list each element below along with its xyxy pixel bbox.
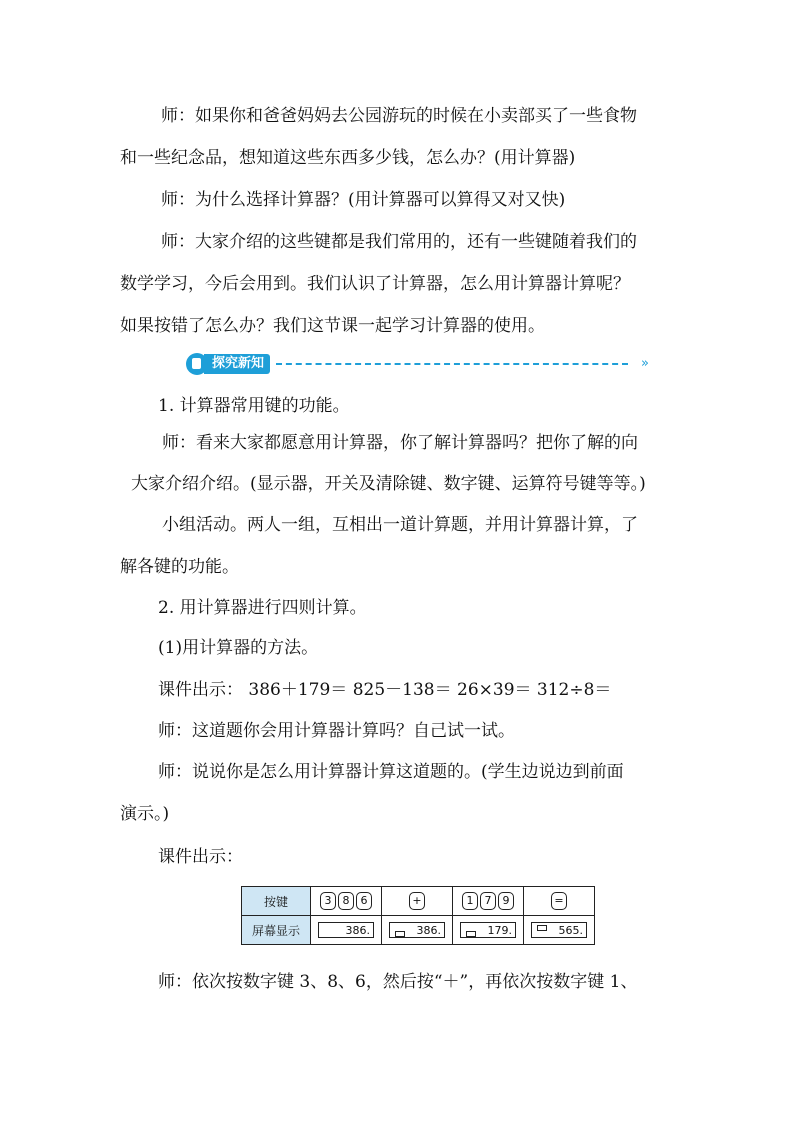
- line-p4a: 师：看来大家都愿意用计算器，你了解计算器吗？把你了解的向: [162, 433, 638, 453]
- key-9: 9: [498, 892, 514, 910]
- table-row-keys: [242, 887, 595, 916]
- plus-indicator-icon: [466, 931, 476, 937]
- row-label-keys: 按键: [242, 887, 311, 916]
- line-p4b: 大家介绍介绍。(显示器，开关及清除键、数字键、运算符号键等等。): [131, 474, 646, 494]
- line-p3b: 数学学习，今后会用到。我们认识了计算器，怎么用计算器计算呢？: [120, 274, 630, 294]
- key-7: 7: [480, 892, 496, 910]
- key-plus: +: [409, 892, 425, 910]
- line-p7b: 演示。): [120, 804, 170, 824]
- section-badge: [186, 353, 270, 375]
- section-divider: [276, 363, 628, 365]
- section-title: 探究新知: [204, 354, 270, 374]
- screen-cell-3: [453, 916, 524, 945]
- equals-indicator-icon: [537, 925, 547, 931]
- key-group-2: [382, 887, 453, 916]
- line-course-show-1: 课件出示： 386＋179＝ 825－138＝ 26×39＝ 312÷8＝: [158, 680, 612, 700]
- key-equals: =: [551, 892, 567, 910]
- key-group-1: [311, 887, 382, 916]
- screen-display: [460, 922, 516, 938]
- screen-display: [531, 922, 587, 938]
- line-p6: 师：这道题你会用计算器计算吗？自己试一试。: [158, 721, 515, 741]
- screen-value: 386.: [416, 924, 441, 937]
- key-1: 1: [462, 892, 478, 910]
- key-3: 3: [320, 892, 336, 910]
- screen-display: 386.: [318, 922, 374, 938]
- line-s2: 2. 用计算器进行四则计算。: [158, 598, 367, 618]
- line-p5b: 解各键的功能。: [120, 557, 239, 577]
- table-row-screen: [242, 916, 595, 945]
- screen-value: 179.: [487, 924, 512, 937]
- line-p1b: 和一些纪念品，想知道这些东西多少钱，怎么办？(用计算器): [120, 148, 576, 168]
- screen-cell-2: [382, 916, 453, 945]
- line-p2: 师：为什么选择计算器？(用计算器可以算得又对又快): [161, 190, 566, 210]
- line-p3a: 师：大家介绍的这些键都是我们常用的，还有一些键随着我们的: [161, 232, 637, 252]
- line-p5a: 小组活动。两人一组，互相出一道计算题，并用计算器计算，了: [162, 515, 638, 535]
- key-group-3: [453, 887, 524, 916]
- screen-cell-1: [311, 916, 382, 945]
- key-group-4: [524, 887, 595, 916]
- line-p1a: 师：如果你和爸爸妈妈去公园游玩的时候在小卖部买了一些食物: [161, 106, 637, 126]
- book-icon: [186, 353, 208, 375]
- plus-indicator-icon: [395, 931, 405, 937]
- section-header: [186, 353, 646, 375]
- line-s1: 1. 计算器常用键的功能。: [158, 396, 350, 416]
- row-label-screen: 屏幕显示: [242, 916, 311, 945]
- key-6: 6: [356, 892, 372, 910]
- screen-value: 565.: [558, 924, 583, 937]
- double-chevron-icon: »: [641, 356, 646, 371]
- line-p3c: 如果按错了怎么办？我们这节课一起学习计算器的使用。: [120, 316, 545, 336]
- line-p8: 师：依次按数字键 3、8、6，然后按“＋”，再依次按数字键 1、: [158, 972, 638, 992]
- keypress-table: [241, 886, 595, 945]
- line-s2-1: (1)用计算器的方法。: [158, 638, 319, 658]
- key-8: 8: [338, 892, 354, 910]
- screen-cell-4: [524, 916, 595, 945]
- line-course-show-2: 课件出示：: [158, 847, 243, 867]
- screen-display: [389, 922, 445, 938]
- line-p7a: 师：说说你是怎么用计算器计算这道题的。(学生边说边到前面: [158, 762, 624, 782]
